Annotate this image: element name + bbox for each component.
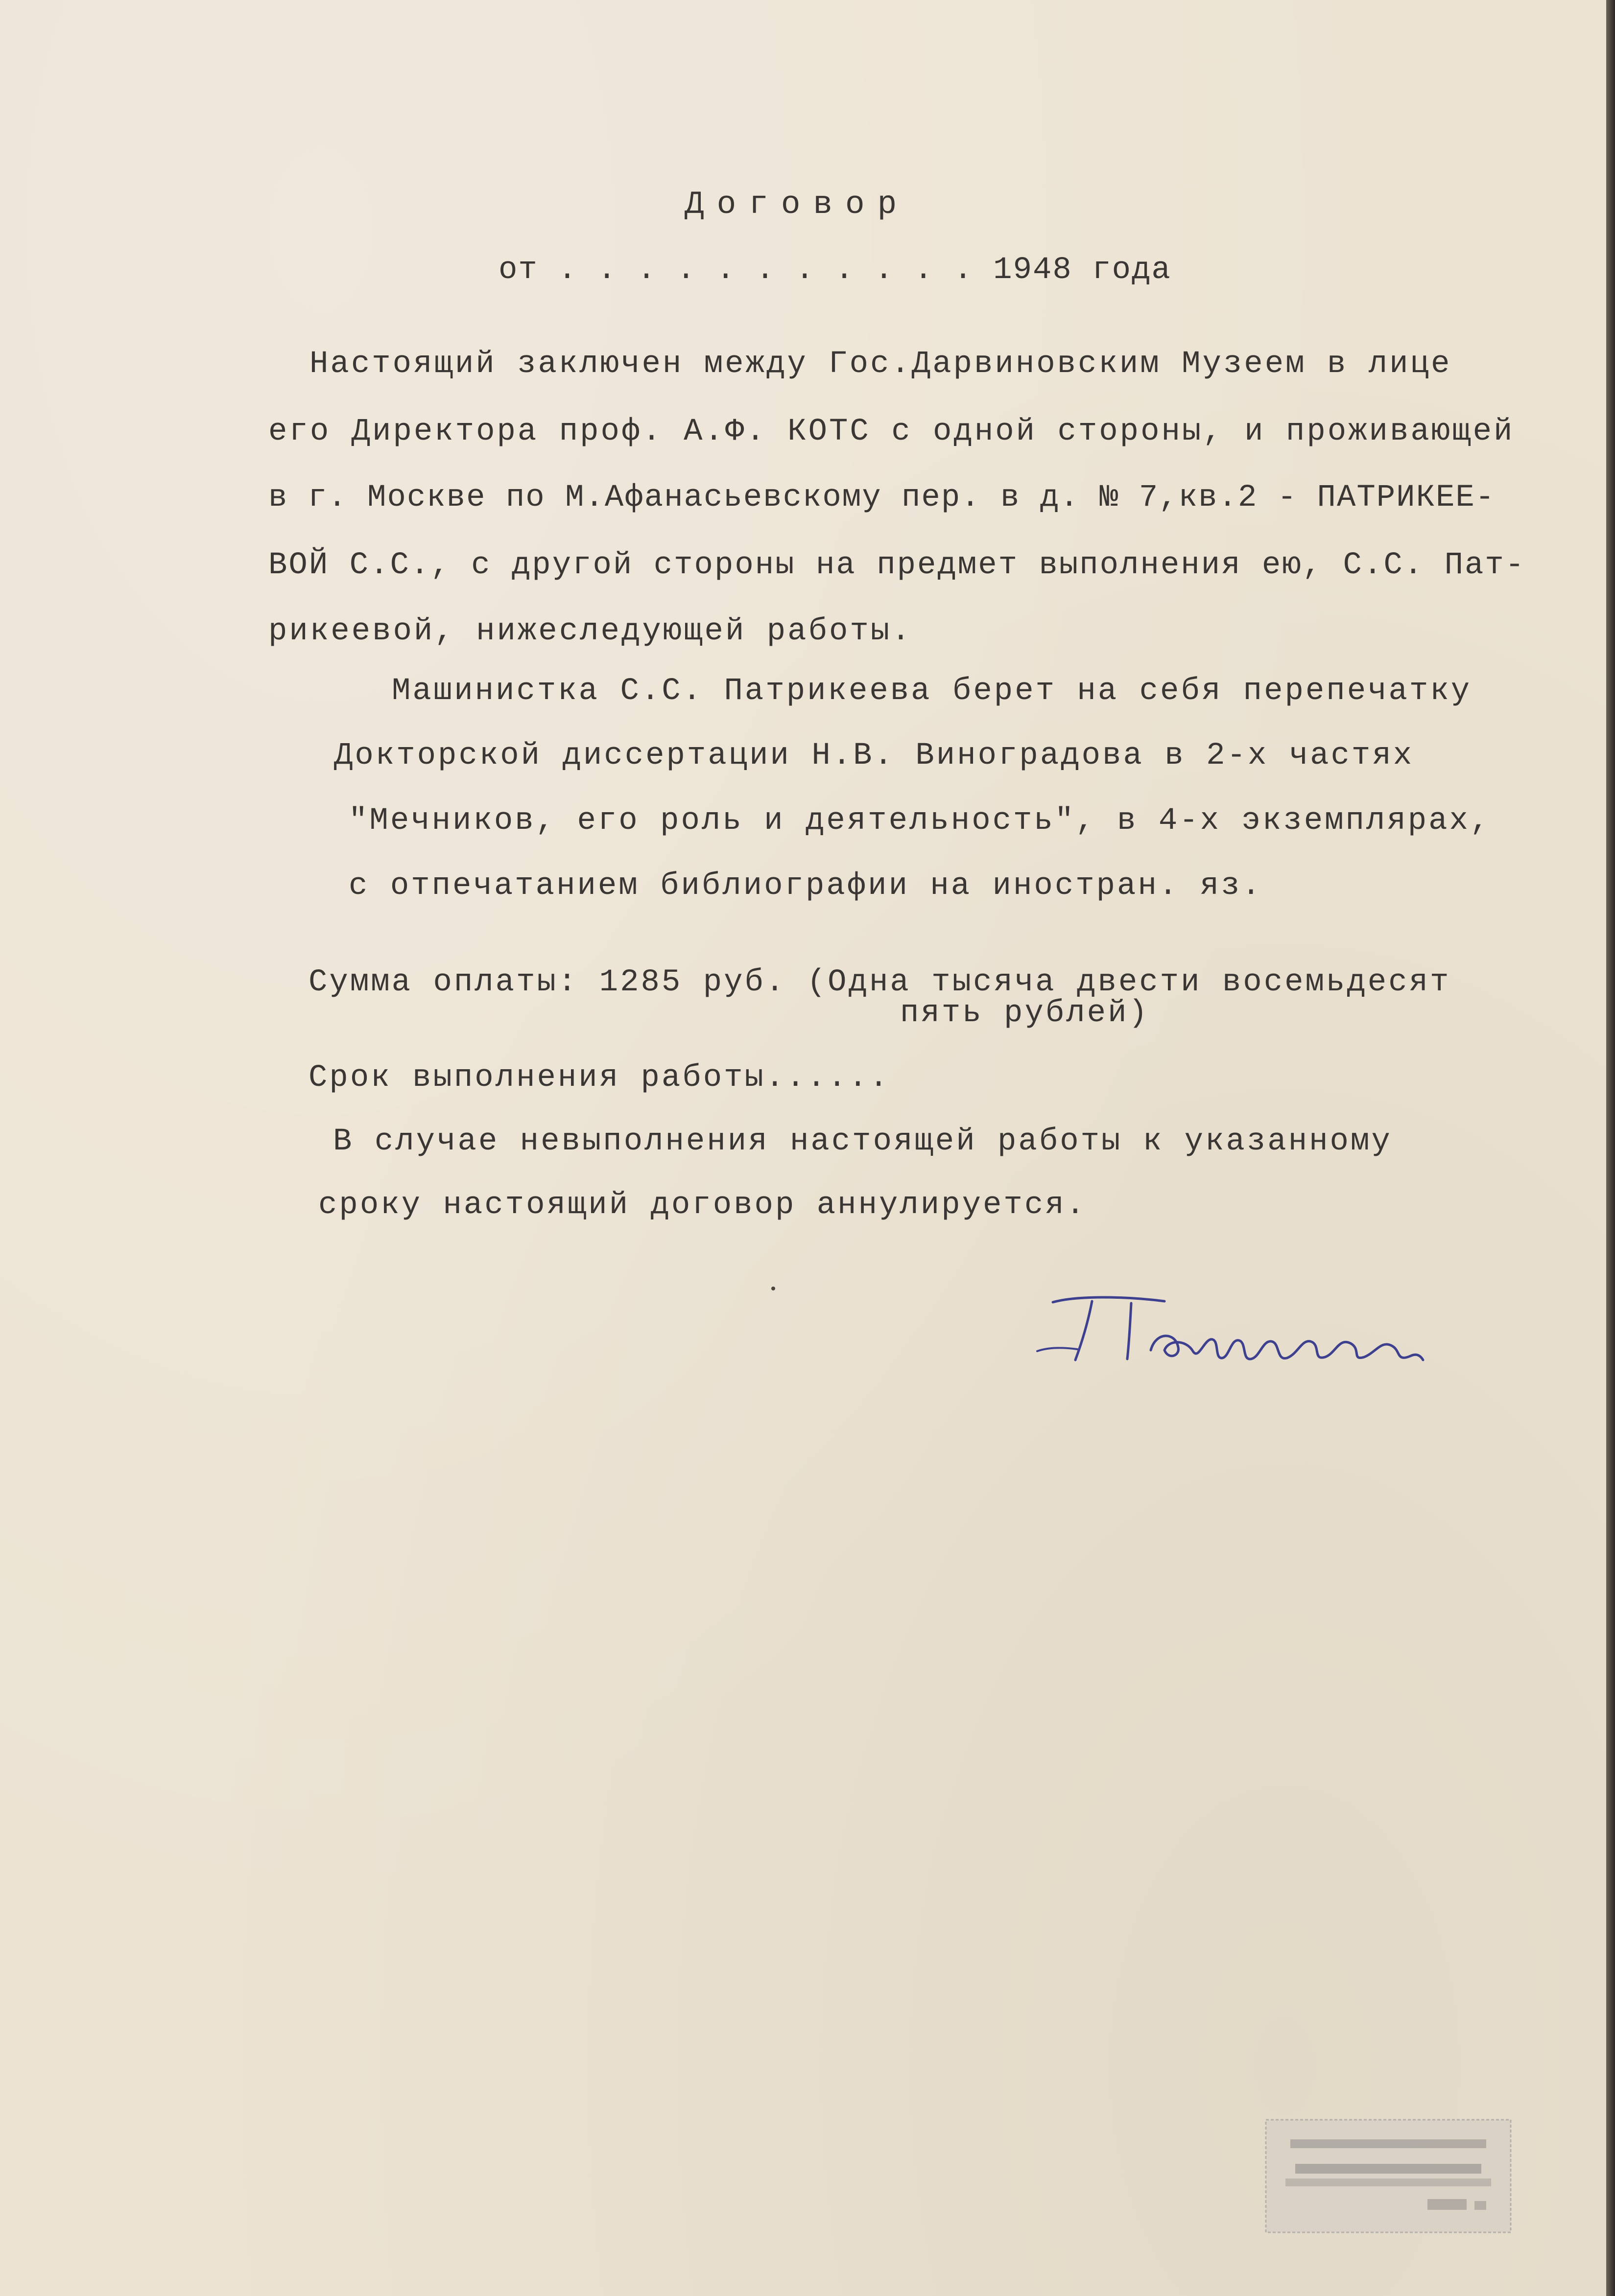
signature [1033,1292,1425,1371]
task-line: "Мечников, его роль и деятельность", в 4-х экземплярах, [349,803,1491,839]
document-title: Договор [685,186,910,223]
term-line: Срок выполнения работы...... [309,1060,890,1096]
payment-amount: Сумма оплаты: 1285 руб. (Одна тысяча двести восемьдесят [309,965,1451,1000]
annulment-line: В случае невыполнения настоящей работы к указанному [333,1124,1392,1159]
intro-line: его Директора проф. А.Ф. КОТС с одной стороны, и проживающей [268,414,1515,449]
ink-speck [771,1287,775,1290]
intro-line: в г. Москве по М.Афанасьевскому пер. в д. № 7,кв.2 - ПАТРИКЕЕ- [268,480,1496,515]
page-edge [1606,0,1615,2296]
intro-line: ВОЙ С.С., с другой стороны на предмет выполнения ею, С.С. Пат- [268,548,1526,583]
task-line: Машинистка С.С. Патрикеева берет на себя перепечатку [392,674,1472,709]
archive-stamp [1251,2115,1525,2237]
task-line: с отпечатанием библиографии на иностран. яз. [349,868,1262,904]
intro-line: Настоящий заключен между Гос.Дарвиновским Музеем в лице [309,347,1452,382]
annulment-line: сроку настоящий договор аннулируется. [318,1188,1087,1223]
intro-line: рикеевой, нижеследующей работы. [268,614,912,649]
payment-amount-words: пять рублей) [900,996,1149,1031]
date-line: от . . . . . . . . . . . 1948 года [499,253,1171,288]
task-line: Докторской диссертации Н.В. Виноградова в 2-х частях [334,738,1414,773]
